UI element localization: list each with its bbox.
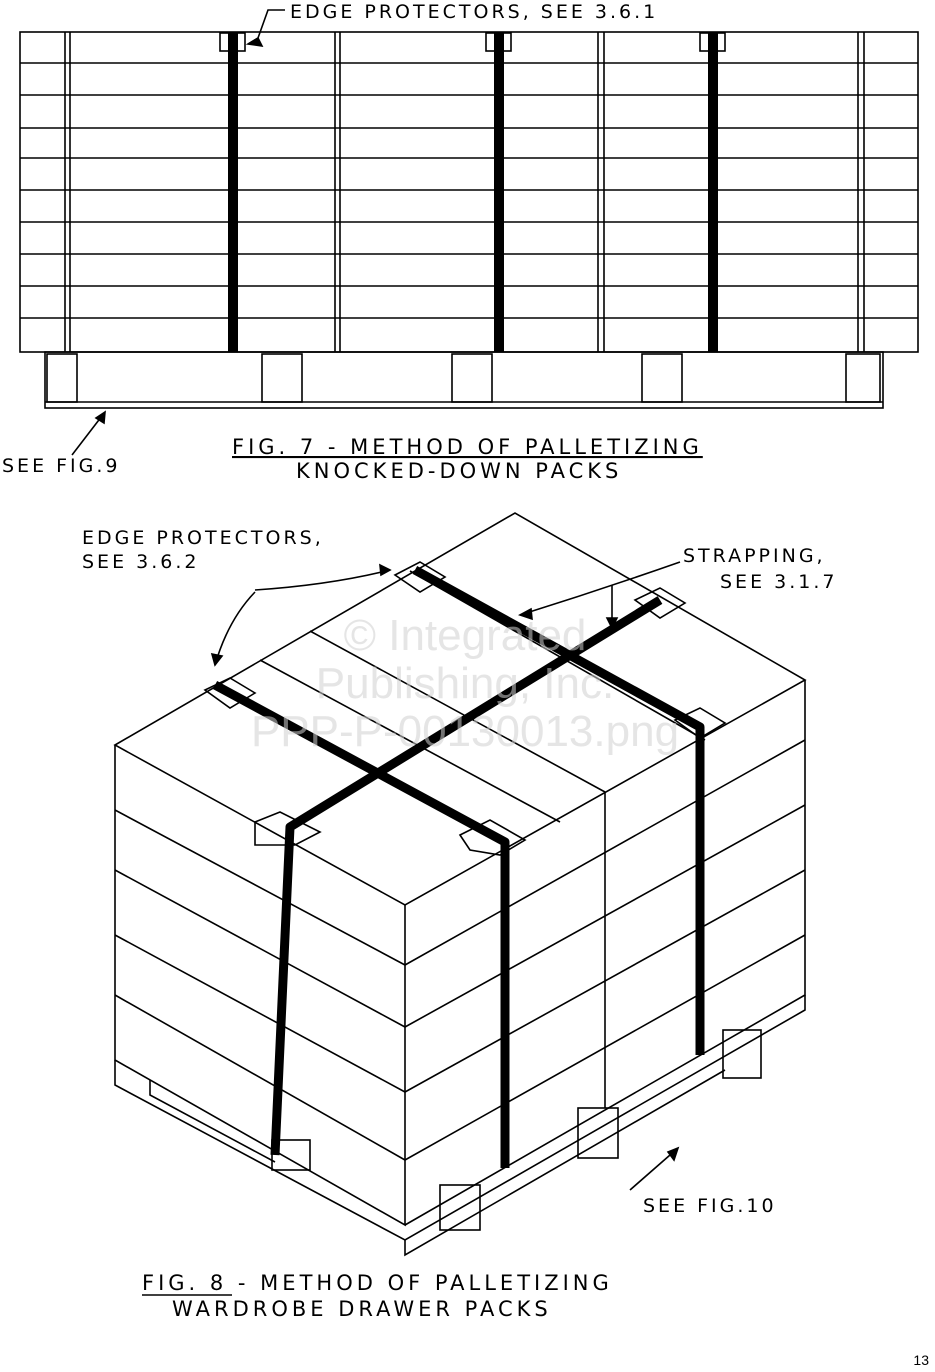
fig8-caption-line1: FIG. 8 - METHOD OF PALLETIZING — [142, 1271, 613, 1295]
fig8-caption-line2: WARDROBE DRAWER PACKS — [172, 1297, 552, 1321]
fig7-pallet — [45, 352, 883, 408]
watermark-line3: PPP-P-00130013.png — [250, 707, 680, 756]
fig7-drawing — [20, 32, 918, 352]
fig8-edge-protector-callout-line1: EDGE PROTECTORS, — [82, 527, 324, 549]
fig7-pallet-callout: SEE FIG.9 — [2, 455, 121, 477]
fig7-callout-lines — [72, 10, 285, 455]
fig8-pallet-callout: SEE FIG.10 — [643, 1195, 777, 1217]
watermark-line1: © Integrated — [343, 611, 587, 660]
watermark-line2: Publishing, Inc. — [315, 659, 615, 708]
page-number: 13 — [913, 1352, 929, 1368]
fig8-strapping-callout-line1: STRAPPING, — [683, 545, 826, 567]
fig8-edge-protector-callout-line2: SEE 3.6.2 — [82, 551, 200, 573]
fig7-edge-protector-callout: EDGE PROTECTORS, SEE 3.6.1 — [290, 1, 659, 23]
fig8-strapping-callout-line2: SEE 3.1.7 — [720, 571, 838, 593]
fig7-caption-line1: FIG. 7 - METHOD OF PALLETIZING — [232, 435, 703, 459]
fig7-straps — [228, 32, 718, 352]
fig7-caption-line2: KNOCKED-DOWN PACKS — [296, 459, 623, 483]
